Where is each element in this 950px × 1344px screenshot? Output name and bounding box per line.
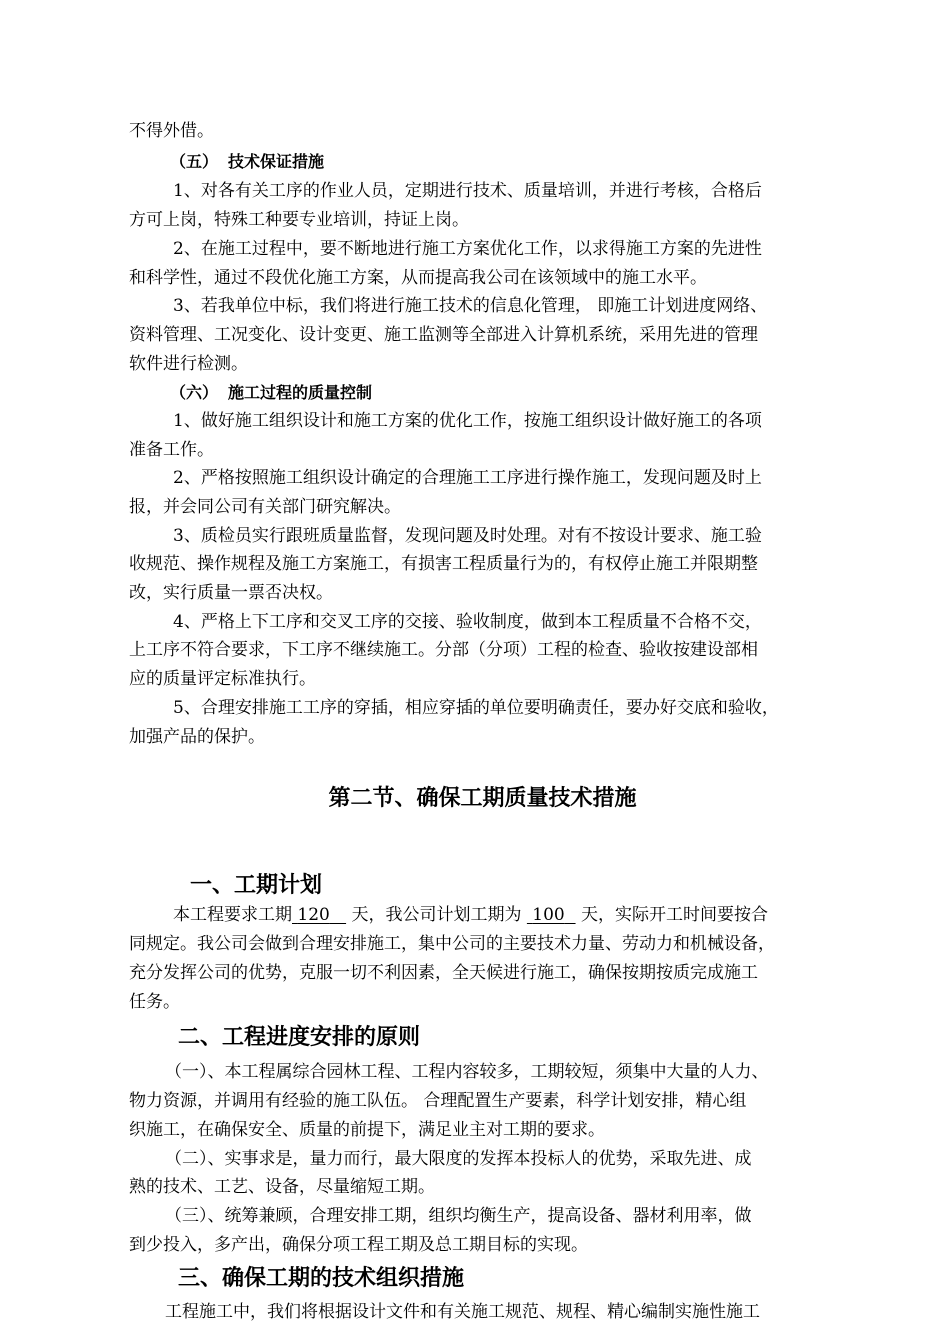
schedule-text: 天，我公司计划工期为 — [351, 905, 522, 925]
paragraph-line: 4、严格上下工序和交叉工序的交接、验收制度，做到本工程质量不合格不交， — [173, 612, 762, 632]
schedule-line — [173, 901, 853, 930]
required-days-field — [292, 905, 346, 925]
paragraph-line: 报，并会同公司有关部门研究解决。 — [129, 497, 401, 517]
paragraph-line: 上工序不符合要求，下工序不继续施工。分部（分项）工程的检查、验收按建设部相 — [129, 640, 758, 660]
planned-days-field — [527, 905, 576, 925]
paragraph-line: 3、若我单位中标，我们将进行施工技术的信息化管理， 即施工计划进度网络、 — [173, 296, 768, 316]
paragraph-line: 应的质量评定标准执行。 — [129, 669, 316, 689]
heading-principles: 二、工程进度安排的原则 — [178, 1024, 421, 1050]
paragraph-line: 任务。 — [129, 992, 180, 1012]
paragraph-line: 准备工作。 — [129, 440, 214, 460]
paragraph-line: 5、合理安排施工工序的穿插，相应穿插的单位要明确责任，要办好交底和验收， — [173, 698, 779, 718]
paragraph-line: （三）、统筹兼顾，合理安排工期，组织均衡生产，提高设备、器材利用率，做 — [165, 1206, 752, 1226]
paragraph-line: 资料管理、工况变化、设计变更、施工监测等全部进入计算机系统，采用先进的管理 — [129, 325, 758, 345]
paragraph-line: 3、质检员实行跟班质量监督，发现问题及时处理。对有不按设计要求、施工验 — [173, 526, 762, 546]
paragraph-line: （二）、实事求是，量力而行，最大限度的发挥本投标人的优势，采取先进、成 — [165, 1149, 752, 1169]
section-title: 第二节、确保工期质量技术措施 — [328, 785, 637, 811]
required-days-value: 120 — [297, 905, 330, 925]
paragraph-line: 1、对各有关工序的作业人员，定期进行技术、质量培训，并进行考核，合格后 — [173, 181, 762, 201]
paragraph-line: 到少投入，多产出，确保分项工程工期及总工期目标的实现。 — [129, 1235, 588, 1255]
planned-days-value: 100 — [532, 905, 565, 925]
paragraph-line: 熟的技术、工艺、设备，尽量缩短工期。 — [129, 1177, 435, 1197]
paragraph-line: 2、在施工过程中，要不断地进行施工方案优化工作，以求得施工方案的先进性 — [173, 239, 762, 259]
subsection-title: 技术保证措施 — [228, 152, 325, 171]
paragraph-line: 工程施工中，我们将根据设计文件和有关施工规范、规程、精心编制实施性施工 — [165, 1302, 760, 1322]
paragraph-line: 不得外借。 — [129, 121, 214, 141]
subsection-heading-6 — [170, 380, 372, 406]
schedule-text: 本工程要求工期 — [173, 905, 292, 925]
paragraph-line: 同规定。我公司会做到合理安排施工，集中公司的主要技术力量、劳动力和机械设备， — [129, 934, 775, 954]
paragraph-line: 物力资源，并调用有经验的施工队伍。 合理配置生产要素，科学计划安排，精心组 — [129, 1091, 747, 1111]
paragraph-line: 和科学性，通过不段优化施工方案，从而提高我公司在该领域中的施工水平。 — [129, 268, 707, 288]
subsection-title: 施工过程的质量控制 — [228, 383, 373, 402]
paragraph-line: 1、做好施工组织设计和施工方案的优化工作，按施工组织设计做好施工的各项 — [173, 411, 762, 431]
paragraph-line: 加强产品的保护。 — [129, 727, 265, 747]
paragraph-line: 充分发挥公司的优势，克服一切不利因素，全天候进行施工，确保按期按质完成施工 — [129, 963, 758, 983]
paragraph-line: 收规范、操作规程及施工方案施工，有损害工程质量行为的，有权停止施工并限期整 — [129, 554, 758, 574]
heading-measures: 三、确保工期的技术组织措施 — [178, 1265, 465, 1291]
heading-schedule: 一、工期计划 — [190, 872, 323, 898]
paragraph-line: 软件进行检测。 — [129, 354, 248, 374]
subsection-number: （六） — [170, 383, 219, 402]
paragraph-line: 2、严格按照施工组织设计确定的合理施工工序进行操作施工，发现问题及时上 — [173, 468, 762, 488]
paragraph-line: 方可上岗，特殊工种要专业培训，持证上岗。 — [129, 210, 469, 230]
paragraph-line: （一）、本工程属综合园林工程、工程内容较多，工期较短，须集中大量的人力、 — [165, 1062, 769, 1082]
paragraph-line: 改，实行质量一票否决权。 — [129, 583, 333, 603]
paragraph-line: 织施工，在确保安全、质量的前提下，满足业主对工期的要求。 — [129, 1120, 605, 1140]
subsection-heading-5 — [170, 149, 324, 175]
subsection-number: （五） — [170, 152, 219, 171]
schedule-text: 天，实际开工时间要按合 — [580, 905, 768, 925]
